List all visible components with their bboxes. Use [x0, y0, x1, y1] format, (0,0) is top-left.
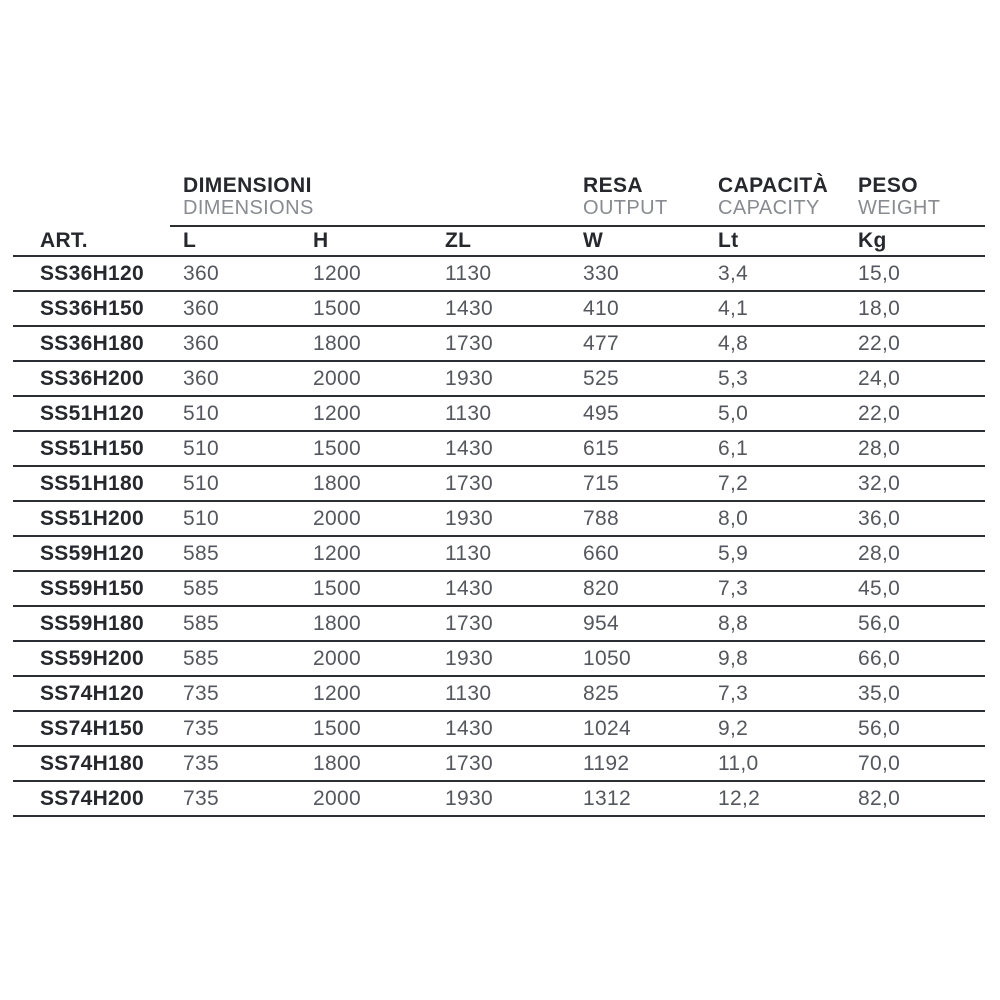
- cell-w: 1024: [583, 716, 631, 740]
- cell-lt: 11,0: [718, 751, 759, 775]
- cell-h: 2000: [313, 366, 361, 390]
- cell-l: 510: [183, 506, 219, 530]
- table-column-headers: [13, 227, 985, 257]
- cell-lt: 12,2: [718, 786, 761, 810]
- cell-art: SS51H180: [40, 471, 144, 495]
- table-row: [13, 677, 985, 712]
- table-body: [13, 257, 985, 817]
- cell-zl: 1930: [445, 646, 493, 670]
- group-header-secondary: CAPACITY: [718, 197, 820, 219]
- group-header-primary: CAPACITÀ: [718, 174, 829, 197]
- cell-art: SS74H180: [40, 751, 144, 775]
- cell-w: 1192: [583, 751, 630, 775]
- cell-l: 510: [183, 471, 219, 495]
- cell-zl: 1430: [445, 296, 493, 320]
- cell-h: 1200: [313, 541, 361, 565]
- cell-zl: 1130: [445, 261, 492, 285]
- cell-art: SS36H150: [40, 296, 144, 320]
- cell-w: 1050: [583, 646, 631, 670]
- group-header-rule: [170, 225, 985, 227]
- cell-l: 585: [183, 541, 219, 565]
- cell-h: 2000: [313, 786, 361, 810]
- table-row: [13, 607, 985, 642]
- group-header-output: [583, 174, 668, 219]
- cell-w: 825: [583, 681, 619, 705]
- cell-h: 1500: [313, 296, 361, 320]
- group-header-secondary: OUTPUT: [583, 197, 668, 219]
- cell-zl: 1730: [445, 611, 493, 635]
- cell-w: 477: [583, 331, 619, 355]
- cell-h: 1200: [313, 261, 361, 285]
- cell-zl: 1730: [445, 751, 493, 775]
- cell-zl: 1430: [445, 576, 493, 600]
- cell-w: 330: [583, 261, 619, 285]
- cell-kg: 28,0: [858, 436, 901, 460]
- column-header-art: ART.: [40, 229, 88, 252]
- table-group-header: [13, 170, 985, 227]
- cell-kg: 22,0: [858, 401, 901, 425]
- group-header-primary: RESA: [583, 174, 643, 197]
- column-header-l: L: [183, 229, 197, 252]
- table-row: [13, 292, 985, 327]
- table-row: [13, 642, 985, 677]
- column-header-h: H: [313, 229, 329, 252]
- cell-zl: 1130: [445, 401, 492, 425]
- cell-l: 585: [183, 576, 219, 600]
- group-header-dimensions: [183, 174, 314, 219]
- cell-l: 735: [183, 681, 219, 705]
- cell-lt: 9,2: [718, 716, 749, 740]
- cell-w: 495: [583, 401, 619, 425]
- table-row: [13, 257, 985, 292]
- table-row: [13, 432, 985, 467]
- cell-lt: 4,8: [718, 331, 749, 355]
- cell-l: 360: [183, 261, 219, 285]
- column-header-kg: Kg: [858, 229, 887, 252]
- cell-zl: 1130: [445, 541, 492, 565]
- cell-art: SS59H120: [40, 541, 144, 565]
- cell-zl: 1730: [445, 331, 493, 355]
- cell-kg: 32,0: [858, 471, 901, 495]
- cell-art: SS36H180: [40, 331, 144, 355]
- cell-lt: 7,3: [718, 681, 749, 705]
- cell-w: 715: [583, 471, 619, 495]
- cell-zl: 1930: [445, 786, 493, 810]
- cell-art: SS51H150: [40, 436, 144, 460]
- table-row: [13, 397, 985, 432]
- cell-h: 1800: [313, 611, 361, 635]
- cell-h: 1500: [313, 576, 361, 600]
- cell-lt: 7,3: [718, 576, 749, 600]
- cell-l: 735: [183, 751, 219, 775]
- cell-art: SS36H200: [40, 366, 144, 390]
- group-header-primary: DIMENSIONI: [183, 174, 312, 197]
- cell-kg: 36,0: [858, 506, 901, 530]
- cell-lt: 3,4: [718, 261, 749, 285]
- cell-kg: 82,0: [858, 786, 901, 810]
- cell-art: SS51H120: [40, 401, 144, 425]
- cell-kg: 56,0: [858, 716, 901, 740]
- cell-h: 1800: [313, 751, 361, 775]
- cell-l: 360: [183, 366, 219, 390]
- cell-w: 410: [583, 296, 619, 320]
- column-header-lt: Lt: [718, 229, 739, 252]
- cell-h: 1800: [313, 331, 361, 355]
- cell-lt: 8,8: [718, 611, 749, 635]
- table-row: [13, 467, 985, 502]
- cell-zl: 1430: [445, 716, 493, 740]
- cell-kg: 45,0: [858, 576, 901, 600]
- cell-h: 1500: [313, 716, 361, 740]
- cell-zl: 1930: [445, 506, 493, 530]
- cell-art: SS59H150: [40, 576, 144, 600]
- cell-lt: 5,3: [718, 366, 749, 390]
- group-header-weight: [858, 174, 940, 219]
- cell-h: 2000: [313, 646, 361, 670]
- table-row: [13, 572, 985, 607]
- cell-l: 585: [183, 611, 219, 635]
- cell-kg: 22,0: [858, 331, 901, 355]
- cell-lt: 6,1: [718, 436, 749, 460]
- cell-h: 1800: [313, 471, 361, 495]
- cell-w: 788: [583, 506, 619, 530]
- cell-zl: 1730: [445, 471, 493, 495]
- cell-l: 585: [183, 646, 219, 670]
- table-row: [13, 502, 985, 537]
- cell-w: 615: [583, 436, 619, 460]
- cell-kg: 18,0: [858, 296, 901, 320]
- cell-zl: 1430: [445, 436, 493, 460]
- group-header-primary: PESO: [858, 174, 918, 197]
- cell-art: SS51H200: [40, 506, 144, 530]
- cell-kg: 15,0: [858, 261, 901, 285]
- cell-h: 1200: [313, 401, 361, 425]
- cell-art: SS59H180: [40, 611, 144, 635]
- cell-kg: 66,0: [858, 646, 901, 670]
- group-header-secondary: WEIGHT: [858, 197, 941, 219]
- cell-kg: 56,0: [858, 611, 901, 635]
- column-header-w: W: [583, 229, 604, 252]
- column-header-zl: ZL: [445, 229, 472, 252]
- cell-h: 1500: [313, 436, 361, 460]
- cell-lt: 4,1: [718, 296, 749, 320]
- cell-w: 660: [583, 541, 619, 565]
- table-row: [13, 362, 985, 397]
- cell-l: 735: [183, 786, 219, 810]
- cell-kg: 35,0: [858, 681, 901, 705]
- table-row: [13, 747, 985, 782]
- cell-art: SS74H150: [40, 716, 144, 740]
- table-row: [13, 712, 985, 747]
- cell-h: 1200: [313, 681, 361, 705]
- cell-zl: 1130: [445, 681, 492, 705]
- cell-art: SS74H120: [40, 681, 144, 705]
- cell-w: 1312: [583, 786, 631, 810]
- cell-kg: 24,0: [858, 366, 901, 390]
- table-row: [13, 327, 985, 362]
- cell-kg: 70,0: [858, 751, 901, 775]
- group-header-secondary: DIMENSIONS: [183, 197, 314, 219]
- cell-l: 360: [183, 296, 219, 320]
- cell-lt: 7,2: [718, 471, 749, 495]
- cell-art: SS36H120: [40, 261, 144, 285]
- cell-lt: 9,8: [718, 646, 749, 670]
- cell-l: 510: [183, 436, 219, 460]
- cell-art: SS74H200: [40, 786, 144, 810]
- cell-zl: 1930: [445, 366, 493, 390]
- cell-l: 360: [183, 331, 219, 355]
- cell-lt: 5,0: [718, 401, 749, 425]
- cell-art: SS59H200: [40, 646, 144, 670]
- cell-lt: 8,0: [718, 506, 749, 530]
- cell-lt: 5,9: [718, 541, 749, 565]
- cell-kg: 28,0: [858, 541, 901, 565]
- group-header-capacity: [718, 174, 828, 219]
- cell-w: 820: [583, 576, 619, 600]
- spec-table: [13, 170, 985, 817]
- cell-w: 954: [583, 611, 619, 635]
- cell-w: 525: [583, 366, 619, 390]
- table-row: [13, 782, 985, 817]
- cell-l: 510: [183, 401, 219, 425]
- cell-h: 2000: [313, 506, 361, 530]
- cell-l: 735: [183, 716, 219, 740]
- table-row: [13, 537, 985, 572]
